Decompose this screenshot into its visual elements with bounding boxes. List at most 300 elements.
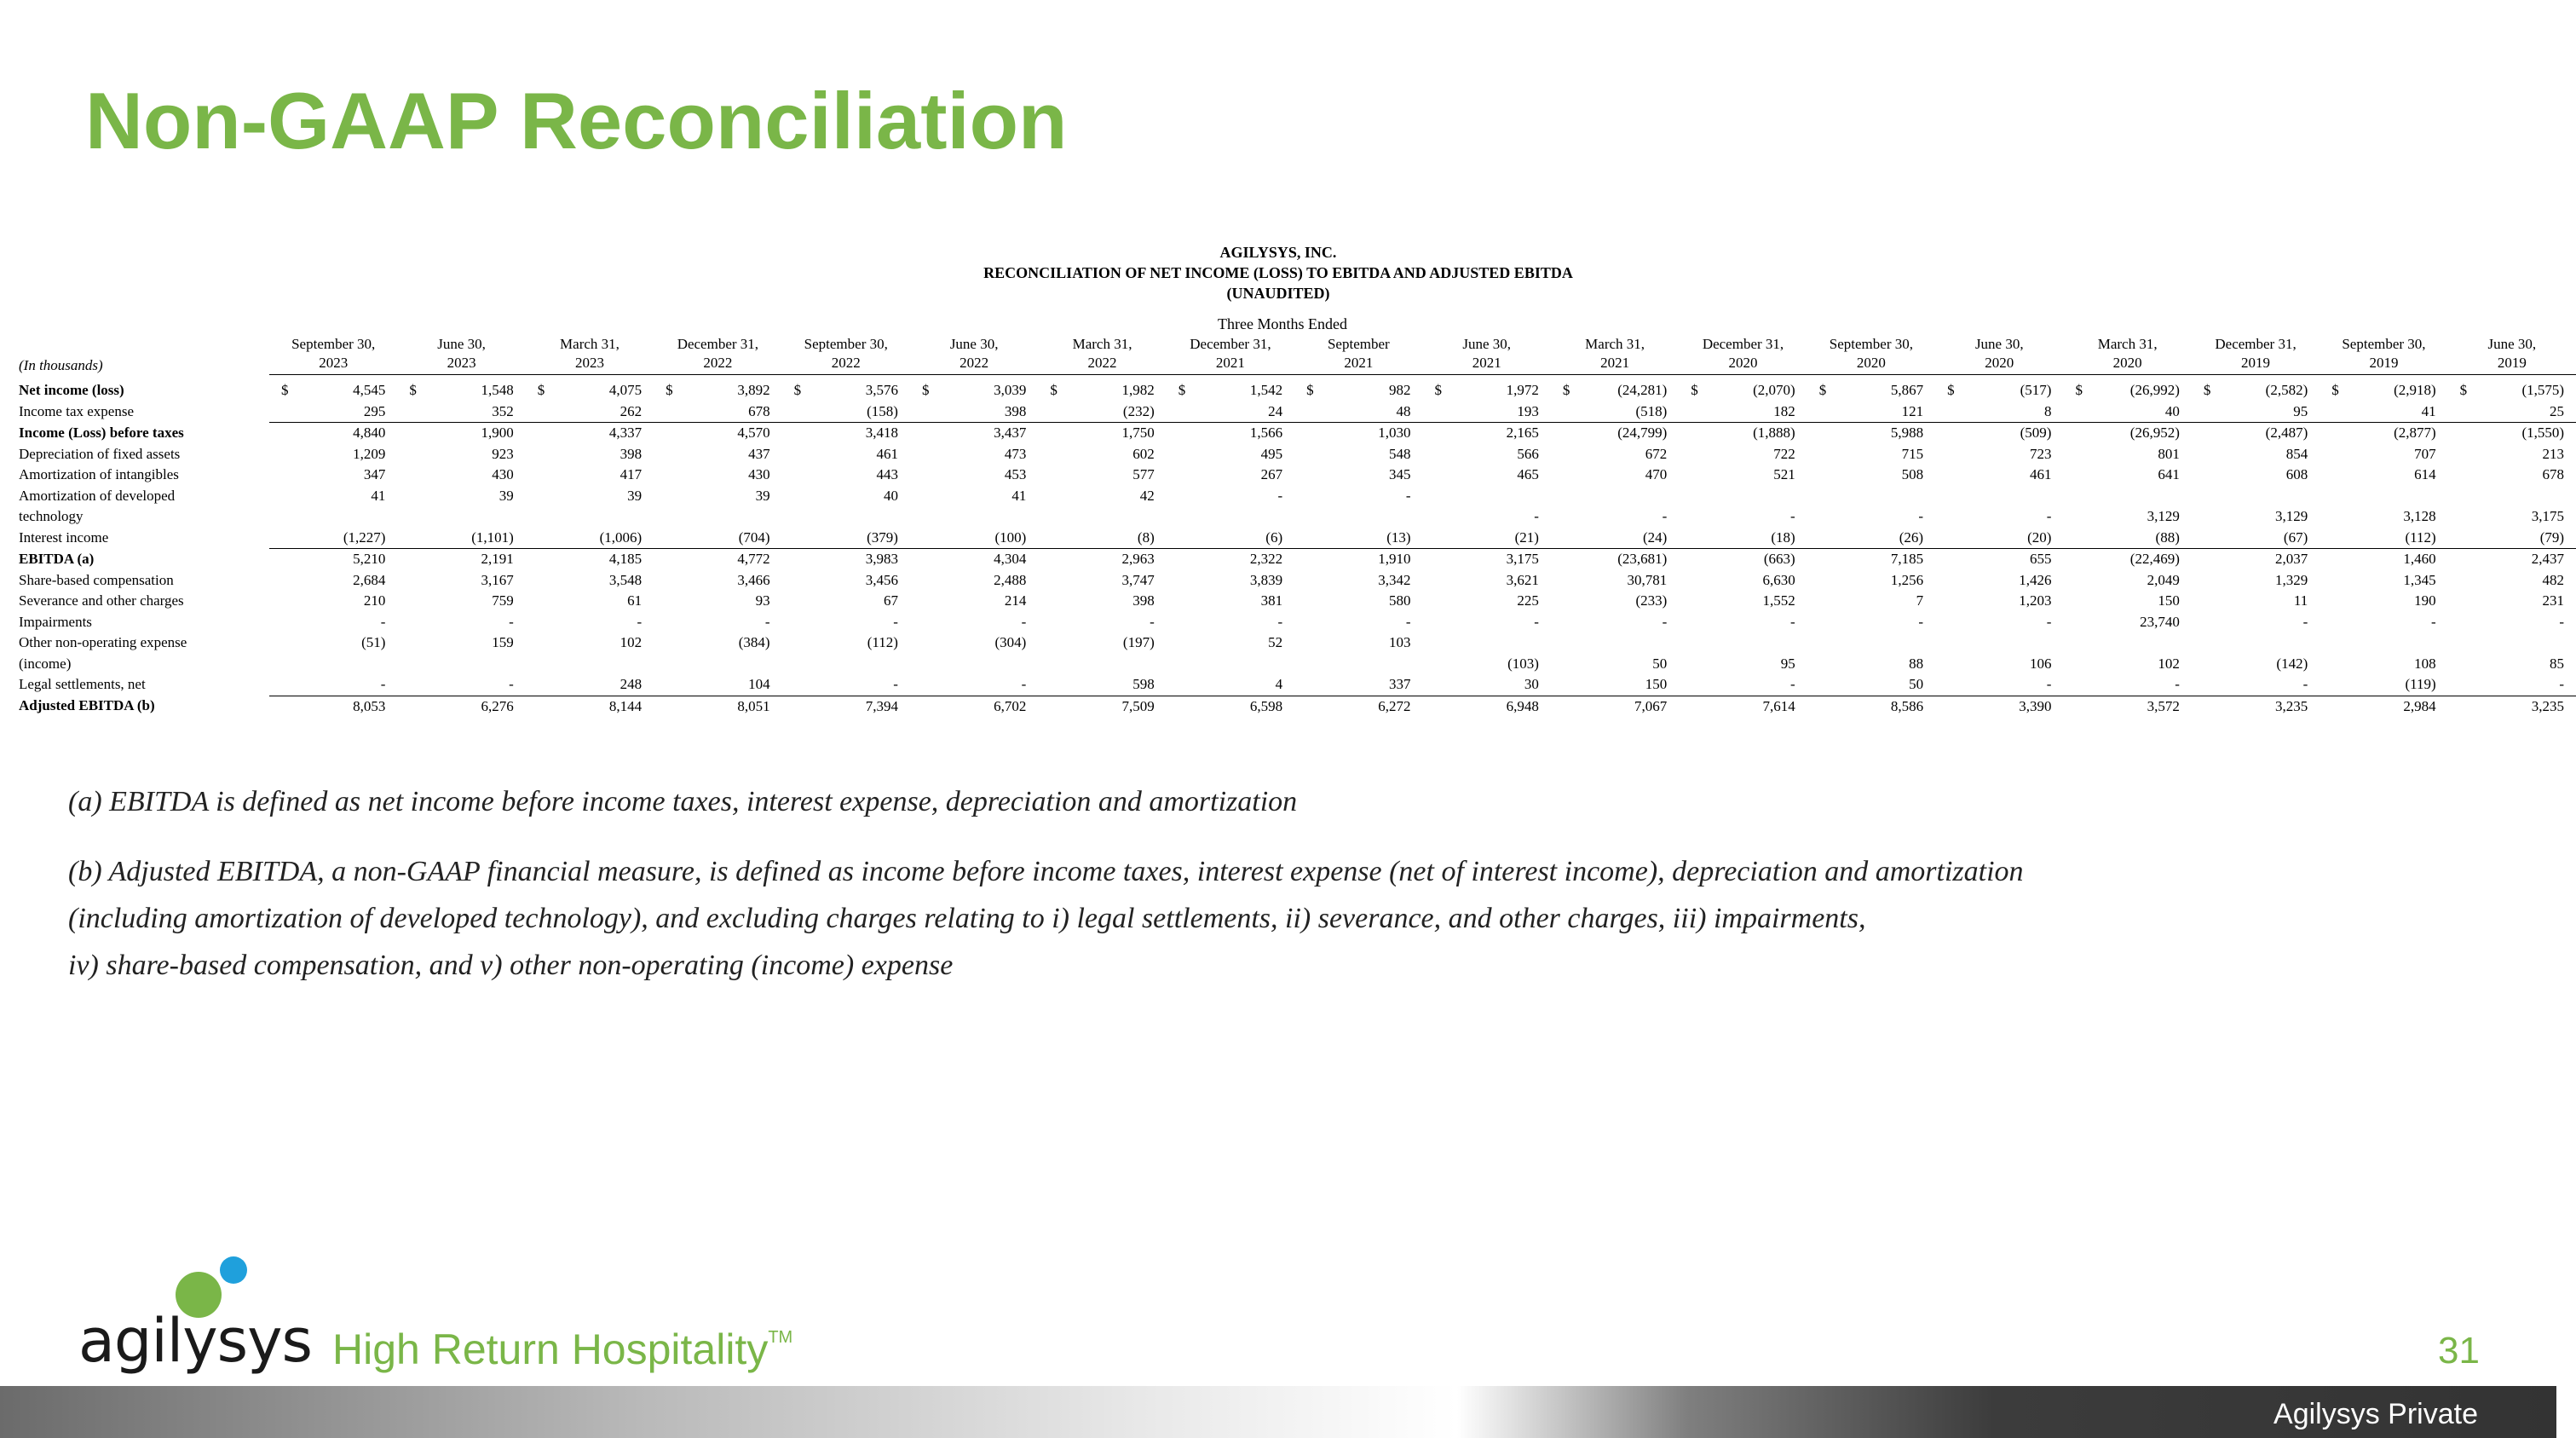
cell-value: 262 bbox=[620, 402, 643, 419]
table-cell bbox=[1679, 674, 1807, 696]
table-cell bbox=[2192, 674, 2320, 696]
currency-symbol: $ bbox=[281, 382, 289, 398]
table-cell bbox=[1807, 444, 1935, 465]
currency-symbol: $ bbox=[1050, 382, 1057, 398]
period-header-year: 2020 bbox=[1985, 355, 2014, 371]
reconciliation-table bbox=[19, 335, 2576, 717]
table-cell bbox=[1807, 654, 1935, 675]
logo-wordmark: agilysys bbox=[78, 1306, 313, 1376]
cell-value: 48 bbox=[1396, 402, 1411, 419]
table-cell bbox=[782, 591, 910, 612]
cell-value: 1,910 bbox=[1378, 551, 1411, 567]
table-row bbox=[19, 444, 2576, 465]
table-cell bbox=[2063, 506, 2191, 528]
cell-value: 1,900 bbox=[481, 424, 514, 441]
table-cell bbox=[269, 401, 397, 423]
table-cell bbox=[1935, 423, 2063, 444]
cell-value: (51) bbox=[361, 634, 386, 650]
footnote-b-line-2: (including amortization of developed technology), and excluding charges relating to i) legal settlements, ii) severance, and other charges, iii) impairments, bbox=[68, 903, 1866, 934]
period-header bbox=[1294, 335, 1422, 375]
table-cell bbox=[2320, 465, 2447, 486]
table-cell bbox=[2320, 570, 2447, 592]
cell-value: 40 bbox=[2164, 402, 2180, 419]
table-cell bbox=[654, 674, 781, 696]
cell-value: 461 bbox=[2029, 466, 2052, 482]
cell-value: (8) bbox=[1137, 528, 1155, 546]
table-cell bbox=[910, 654, 1038, 675]
table-cell bbox=[526, 444, 654, 465]
table-cell bbox=[1294, 401, 1422, 423]
table-cell bbox=[654, 570, 781, 592]
table-cell bbox=[2448, 401, 2576, 423]
table-cell bbox=[397, 444, 525, 465]
cell-value: 1,548 bbox=[481, 382, 514, 398]
cell-value: 580 bbox=[1389, 592, 1411, 609]
cell-value: 4 bbox=[1275, 676, 1283, 692]
page-number: 31 bbox=[2438, 1330, 2480, 1372]
cell-value: 150 bbox=[2158, 592, 2180, 609]
table-cell bbox=[1423, 375, 1551, 401]
table-cell bbox=[1423, 612, 1551, 633]
cell-value: 4,304 bbox=[994, 551, 1027, 567]
cell-value: (2,877) bbox=[2394, 424, 2436, 441]
row-label: Impairments bbox=[19, 613, 92, 630]
table-cell bbox=[1807, 423, 1935, 444]
period-header-year: 2022 bbox=[960, 355, 989, 371]
table-cell bbox=[1551, 528, 1679, 549]
table-cell bbox=[1807, 401, 1935, 423]
table-cell bbox=[1679, 570, 1807, 592]
currency-symbol: $ bbox=[921, 382, 930, 398]
table-cell bbox=[1807, 528, 1935, 549]
table-cell bbox=[2192, 423, 2320, 444]
cell-value: 106 bbox=[2029, 655, 2052, 672]
table-cell bbox=[782, 696, 910, 717]
period-header-month: September 30, bbox=[2342, 336, 2426, 352]
cell-value: (26,992) bbox=[2129, 382, 2180, 398]
table-cell bbox=[1294, 465, 1422, 486]
table-cell bbox=[2063, 612, 2191, 633]
table-cell bbox=[1167, 423, 1294, 444]
cell-value: 430 bbox=[748, 466, 770, 482]
cell-value: 8,144 bbox=[608, 697, 643, 714]
cell-value: 3,892 bbox=[737, 382, 770, 398]
table-cell bbox=[1551, 486, 1679, 507]
table-cell bbox=[397, 696, 525, 717]
table-cell bbox=[526, 570, 654, 592]
cell-value: (2,070) bbox=[1753, 382, 1795, 398]
table-cell bbox=[1935, 444, 2063, 465]
table-cell bbox=[1038, 632, 1166, 654]
table-row bbox=[19, 612, 2576, 633]
period-header-year: 2019 bbox=[2369, 355, 2399, 371]
table-cell bbox=[782, 465, 910, 486]
table-cell bbox=[1294, 612, 1422, 633]
cell-value: 4,185 bbox=[608, 551, 643, 567]
table-cell bbox=[782, 486, 910, 507]
table-cell bbox=[782, 612, 910, 633]
row-label: Net income (loss) bbox=[19, 381, 124, 398]
table-cell bbox=[1679, 528, 1807, 549]
period-header-year: 2023 bbox=[447, 355, 476, 371]
cell-value: 267 bbox=[1260, 466, 1283, 482]
table-cell bbox=[1935, 401, 2063, 423]
table-cell bbox=[397, 570, 525, 592]
cell-value: 7 bbox=[1916, 592, 1924, 609]
cell-value: 7,509 bbox=[1121, 697, 1155, 714]
cell-value: 50 bbox=[1652, 655, 1668, 672]
table-cell bbox=[1935, 591, 2063, 612]
table-cell bbox=[2320, 591, 2447, 612]
table-cell bbox=[1935, 632, 2063, 654]
cell-value: (379) bbox=[867, 528, 898, 546]
table-cell bbox=[1294, 654, 1422, 675]
cell-value: 3,390 bbox=[2019, 697, 2052, 714]
table-cell bbox=[2448, 528, 2576, 549]
cell-value: - bbox=[1790, 676, 1795, 692]
table-cell bbox=[269, 696, 397, 717]
cell-value: (1,888) bbox=[1753, 424, 1795, 441]
table-cell bbox=[2448, 486, 2576, 507]
period-header-month: March 31, bbox=[1072, 336, 1132, 352]
cell-value: 614 bbox=[2414, 466, 2436, 482]
cell-value: (2,487) bbox=[2265, 424, 2308, 441]
period-header-year: 2020 bbox=[1856, 355, 1886, 371]
cell-value: 4,772 bbox=[737, 551, 770, 567]
cell-value: (304) bbox=[994, 634, 1027, 650]
footer-label: Agilysys Private bbox=[2273, 1398, 2478, 1430]
cell-value: - bbox=[637, 613, 643, 630]
table-cell bbox=[1423, 444, 1551, 465]
cell-value: - bbox=[1534, 613, 1539, 630]
table-cell bbox=[2192, 549, 2320, 570]
cell-value: 225 bbox=[1517, 592, 1539, 609]
table-cell bbox=[782, 654, 910, 675]
table-cell bbox=[910, 549, 1038, 570]
table-cell bbox=[2063, 632, 2191, 654]
table-cell bbox=[1423, 401, 1551, 423]
currency-symbol: $ bbox=[409, 382, 417, 398]
cell-value: 437 bbox=[748, 445, 770, 462]
cell-value: (88) bbox=[2155, 528, 2180, 546]
cell-value: (79) bbox=[2539, 528, 2565, 546]
currency-symbol: $ bbox=[1947, 382, 1955, 398]
cell-value: 11 bbox=[2293, 592, 2308, 609]
cell-value: (233) bbox=[1635, 592, 1668, 609]
table-cell bbox=[2063, 654, 2191, 675]
table-cell bbox=[2192, 654, 2320, 675]
cell-value: - bbox=[1790, 508, 1795, 524]
cell-value: (112) bbox=[2405, 528, 2436, 546]
period-header bbox=[1038, 335, 1166, 375]
table-cell bbox=[2320, 401, 2447, 423]
agilysys-logo bbox=[78, 1253, 317, 1381]
tagline-text: High Return Hospitality bbox=[332, 1325, 769, 1373]
cell-value: 1,982 bbox=[1121, 382, 1155, 398]
cell-value: 231 bbox=[2542, 592, 2565, 609]
table-cell bbox=[1679, 506, 1807, 528]
row-label: Amortization of intangibles bbox=[19, 466, 179, 482]
table-cell bbox=[1294, 375, 1422, 401]
table-cell bbox=[1935, 549, 2063, 570]
table-cell bbox=[782, 570, 910, 592]
table-cell bbox=[2192, 465, 2320, 486]
period-header bbox=[397, 335, 525, 375]
table-cell bbox=[1679, 632, 1807, 654]
table-cell bbox=[1167, 465, 1294, 486]
cell-value: 8 bbox=[2043, 402, 2052, 419]
cell-value: - bbox=[893, 676, 898, 692]
cell-value: 3,621 bbox=[1506, 571, 1539, 588]
period-header-year: 2019 bbox=[2241, 355, 2271, 371]
row-label: Adjusted EBITDA (b) bbox=[19, 697, 155, 714]
table-row bbox=[19, 486, 2576, 507]
cell-value: 61 bbox=[627, 592, 643, 609]
cell-value: 495 bbox=[1260, 445, 1283, 462]
table-cell bbox=[526, 591, 654, 612]
period-header bbox=[1935, 335, 2063, 375]
cell-value: 3,175 bbox=[2531, 508, 2565, 524]
cell-value: (518) bbox=[1635, 402, 1668, 419]
period-header-month: September 30, bbox=[1829, 336, 1913, 352]
table-cell bbox=[1807, 696, 1935, 717]
cell-value: - bbox=[1790, 613, 1795, 630]
table-cell bbox=[1423, 528, 1551, 549]
table-cell bbox=[1551, 696, 1679, 717]
table-cell bbox=[2192, 570, 2320, 592]
cell-value: (1,550) bbox=[2521, 424, 2565, 441]
table-heading: RECONCILIATION OF NET INCOME (LOSS) TO EBITDA AND ADJUSTED EBITDA bbox=[983, 264, 1573, 281]
table-cell bbox=[910, 591, 1038, 612]
table-cell bbox=[1423, 549, 1551, 570]
table-cell bbox=[1167, 570, 1294, 592]
cell-value: 4,545 bbox=[353, 382, 386, 398]
cell-value: (26) bbox=[1899, 528, 1924, 546]
cell-value: 398 bbox=[1004, 402, 1027, 419]
cell-value: - bbox=[2302, 613, 2308, 630]
cell-value: 4,840 bbox=[353, 424, 386, 441]
cell-value: - bbox=[1662, 508, 1668, 524]
cell-value: (18) bbox=[1771, 528, 1795, 546]
period-header bbox=[2192, 335, 2320, 375]
period-header-month: March 31, bbox=[2097, 336, 2158, 352]
period-header bbox=[2320, 335, 2447, 375]
period-header-month: December 31, bbox=[1702, 336, 1784, 352]
cell-value: 715 bbox=[1901, 445, 1924, 462]
table-cell bbox=[2448, 654, 2576, 675]
period-header-year: 2020 bbox=[1728, 355, 1758, 371]
currency-symbol: $ bbox=[1178, 382, 1186, 398]
cell-value: - bbox=[1021, 613, 1027, 630]
cell-value: 39 bbox=[627, 487, 643, 504]
cell-value: 6,276 bbox=[481, 697, 514, 714]
table-cell bbox=[2192, 444, 2320, 465]
cell-value: 398 bbox=[620, 445, 643, 462]
cell-value: (24,281) bbox=[1617, 382, 1668, 398]
cell-value: 30,781 bbox=[1627, 571, 1668, 588]
table-row bbox=[19, 375, 2576, 401]
table-cell bbox=[526, 654, 654, 675]
table-cell bbox=[1551, 612, 1679, 633]
table-cell bbox=[397, 591, 525, 612]
table-cell bbox=[397, 375, 525, 401]
period-header-month: December 31, bbox=[1190, 336, 1271, 352]
cell-value: 182 bbox=[1773, 402, 1795, 419]
table-cell bbox=[2192, 632, 2320, 654]
cell-value: 3,175 bbox=[1506, 551, 1539, 567]
cell-value: 443 bbox=[876, 466, 898, 482]
cell-value: 1,552 bbox=[1762, 592, 1795, 609]
table-cell bbox=[1423, 591, 1551, 612]
cell-value: 2,049 bbox=[2147, 571, 2180, 588]
table-cell bbox=[397, 632, 525, 654]
cell-value: 722 bbox=[1773, 445, 1795, 462]
table-cell bbox=[1167, 444, 1294, 465]
table-cell bbox=[1935, 375, 2063, 401]
table-cell bbox=[526, 423, 654, 444]
table-cell bbox=[1167, 654, 1294, 675]
table-cell bbox=[397, 506, 525, 528]
cell-value: 3,235 bbox=[2531, 697, 2565, 714]
period-label: Three Months Ended bbox=[1218, 315, 1347, 332]
table-cell bbox=[2063, 465, 2191, 486]
table-cell bbox=[1167, 528, 1294, 549]
table-cell bbox=[269, 506, 397, 528]
table-cell bbox=[654, 632, 781, 654]
cell-value: 8,586 bbox=[1890, 697, 1924, 714]
table-row bbox=[19, 674, 2576, 696]
cell-value: 598 bbox=[1132, 676, 1155, 692]
table-cell bbox=[1038, 591, 1166, 612]
table-cell bbox=[910, 528, 1038, 549]
table-cell bbox=[397, 423, 525, 444]
cell-value: 602 bbox=[1132, 445, 1155, 462]
table-cell bbox=[526, 401, 654, 423]
cell-value: 4,570 bbox=[737, 424, 770, 441]
cell-value: - bbox=[1277, 613, 1283, 630]
cell-value: 6,272 bbox=[1378, 697, 1411, 714]
table-cell bbox=[1679, 423, 1807, 444]
table-cell bbox=[910, 465, 1038, 486]
cell-value: 295 bbox=[363, 402, 386, 419]
cell-value: - bbox=[1662, 613, 1668, 630]
cell-value: 7,185 bbox=[1890, 551, 1924, 567]
table-cell bbox=[1679, 549, 1807, 570]
cell-value: 7,614 bbox=[1762, 697, 1795, 714]
cell-value: 3,342 bbox=[1378, 571, 1411, 588]
row-label: Amortization of developed bbox=[19, 487, 176, 504]
trademark-mark: TM bbox=[768, 1328, 793, 1347]
cell-value: (509) bbox=[2020, 424, 2052, 441]
cell-value: (2,582) bbox=[2265, 382, 2308, 398]
table-cell bbox=[782, 549, 910, 570]
table-cell bbox=[2320, 612, 2447, 633]
cell-value: - bbox=[1021, 676, 1027, 692]
table-cell bbox=[910, 674, 1038, 696]
currency-symbol: $ bbox=[666, 382, 673, 398]
table-cell bbox=[1807, 591, 1935, 612]
row-label: Legal settlements, net bbox=[19, 676, 146, 693]
period-header-year: 2021 bbox=[1215, 355, 1245, 371]
table-cell bbox=[1294, 674, 1422, 696]
cell-value: - bbox=[2559, 676, 2565, 692]
table-cell bbox=[2448, 632, 2576, 654]
cell-value: 854 bbox=[2285, 445, 2308, 462]
cell-value: 2,437 bbox=[2531, 551, 2565, 567]
period-header bbox=[654, 335, 781, 375]
currency-symbol: $ bbox=[1818, 382, 1827, 398]
table-cell bbox=[1935, 528, 2063, 549]
table-cell bbox=[1807, 549, 1935, 570]
table-cell bbox=[1038, 401, 1166, 423]
table-cell bbox=[1167, 506, 1294, 528]
table-row bbox=[19, 570, 2576, 592]
cell-value: - bbox=[509, 676, 514, 692]
cell-value: (100) bbox=[994, 528, 1027, 546]
row-label: Income (Loss) before taxes bbox=[19, 424, 184, 441]
table-cell bbox=[1551, 570, 1679, 592]
cell-value: (24,799) bbox=[1617, 424, 1668, 441]
table-cell bbox=[2448, 465, 2576, 486]
period-header-month: September 30, bbox=[291, 336, 376, 352]
cell-value: (704) bbox=[738, 528, 770, 546]
cell-value: 6,598 bbox=[1249, 697, 1283, 714]
cell-value: 3,128 bbox=[2403, 508, 2436, 524]
period-header bbox=[910, 335, 1038, 375]
table-cell bbox=[654, 401, 781, 423]
table-cell bbox=[1935, 612, 2063, 633]
currency-symbol: $ bbox=[2459, 382, 2468, 398]
currency-symbol: $ bbox=[2075, 382, 2083, 398]
table-cell bbox=[1935, 486, 2063, 507]
cell-value: 337 bbox=[1389, 676, 1411, 692]
cell-value: 8,051 bbox=[737, 697, 770, 714]
table-cell bbox=[1294, 549, 1422, 570]
cell-value: (1,006) bbox=[599, 528, 643, 546]
table-cell bbox=[1167, 549, 1294, 570]
cell-value: 248 bbox=[620, 676, 643, 692]
table-cell bbox=[1807, 612, 1935, 633]
table-cell bbox=[2063, 549, 2191, 570]
table-cell bbox=[910, 632, 1038, 654]
table-cell bbox=[2192, 401, 2320, 423]
cell-value: (6) bbox=[1265, 528, 1283, 546]
cell-value: 707 bbox=[2414, 445, 2436, 462]
table-cell bbox=[1551, 465, 1679, 486]
table-cell bbox=[1807, 632, 1935, 654]
table-cell bbox=[1551, 591, 1679, 612]
cell-value: 5,867 bbox=[1890, 382, 1924, 398]
table-cell bbox=[2320, 696, 2447, 717]
table-cell bbox=[1423, 632, 1551, 654]
cell-value: (67) bbox=[2283, 528, 2308, 546]
table-cell bbox=[2063, 528, 2191, 549]
cell-value: 3,235 bbox=[2275, 697, 2308, 714]
table-cell bbox=[910, 696, 1038, 717]
period-header bbox=[526, 335, 654, 375]
table-cell bbox=[1167, 632, 1294, 654]
cell-value: 678 bbox=[2542, 466, 2565, 482]
table-cell bbox=[2063, 696, 2191, 717]
table-cell bbox=[1038, 612, 1166, 633]
table-cell bbox=[2192, 486, 2320, 507]
period-header-year: 2022 bbox=[831, 355, 861, 371]
cell-value: - bbox=[1277, 487, 1283, 504]
cell-value: (142) bbox=[2276, 655, 2308, 672]
table-cell bbox=[2320, 506, 2447, 528]
cell-value: - bbox=[2302, 676, 2308, 692]
cell-value: 85 bbox=[2550, 655, 2565, 672]
